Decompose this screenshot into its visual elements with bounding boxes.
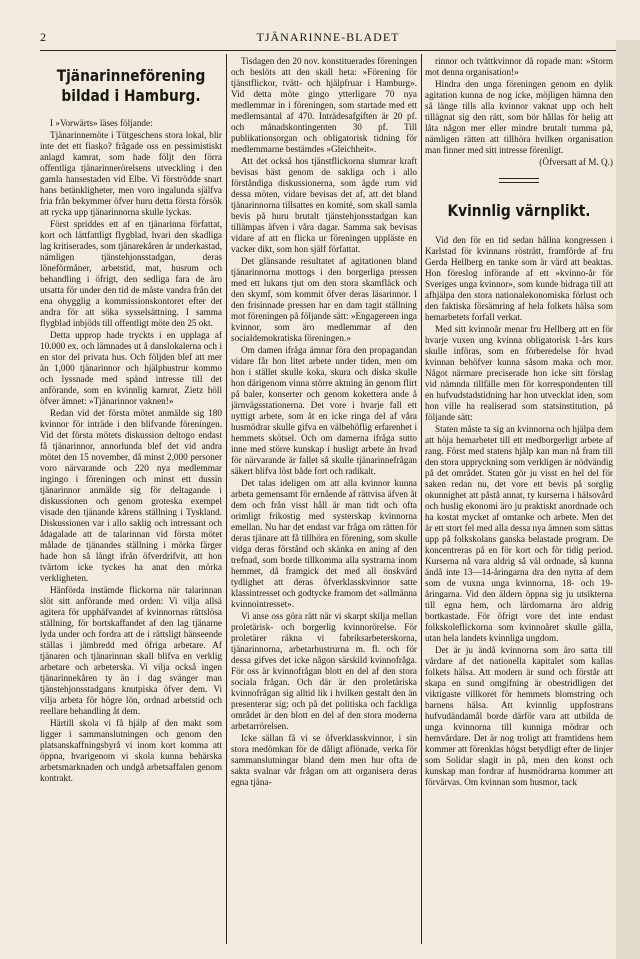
article-paragraph: Icke sällan få vi se öfverklasskvinnor, i sin stora medömkan för de dåligt aflönade, verka för sammanslutningar bland dem men hur ofta de sakta svalnar vår frågan om att organisera deras egna tjäna- [231,733,417,787]
column-1 [40,56,222,944]
article-paragraph: Först spriddes ett af en tjänarinna författat, kort och lättfattligt flygblad, hvari den skadliga lag kritiserades, som tjänarekåren är underkastad, nämligen tjänstehjonsstadgan, deras löneförmåner, arbetstid, mat, husrum och behandling i öfrigt, den sedliga fara de äro utsatta för under den tid de måste vandra från det ena ohygglig a kommissionskontoret efter det andra för att söka sysselsättning. I samma flygblad inbjöds till offentligt möte den 25 okt. [40,219,222,328]
article-paragraph: Med sitt kvinnoår menar fru Hellberg att en för hvarje vuxen ung kvinna obligatorisk 1-års kurs skulle införas, som en förberedelse för hvad kvinnan behöfver kunna såsom maka och mor. Något närmare preciserade hon icke sitt förslag vid nämnda tillfälle men för korrespondenten till en hufvudstadstidning har hon utvecklat iden, som hon ville ha realiserad som statsinstitution, på följande sätt: [425,324,613,422]
article-paragraph: Det talas ideligen om att alla kvinnor kunna arbeta gemensamt för ernående af rättvisa äfven åt dem och från visst håll är man tidt och ofta orimligt frikostig med systerskap kvinnorna emellan. Nu har det endast var fråga om rätten för deras tjänare att få tillhöra en förening, som skulle vidga deras förstånd och skänka en aning af den trefnad, som borde tillkomma alla systrarna inom hemmet, då framgick det med all önskvärd tydlighet att deras öfverklasskvinnor satte klassintresset och godtycke framom det »allmänna kvinnointresset». [231,478,417,609]
article-paragraph: Vi anse oss göra rätt när vi skarpt skilja mellan proletärisk- och borgerlig kvinnorörelse. För proletärer räkna vi fabriksarbeterskorna, tjänarinnorna, arbetarhustrurna m. fl. och för dessa gifves det icke någon särskild kvinnofråga. För oss är kvinnofrågan blott en del af den stora sociala frågan. Och där är den proletäriska kvinnofrågan sig alltid lik i hvilken gestalt den än presenterar sig; och på det politiska och fackliga området är den blott en del af den stora moderna arbetarrörelsen. [231,611,417,731]
article-headline-2: Kvinnlig värnplikt. [447,201,591,220]
scan-edge [616,40,640,959]
article-paragraph: Det är ju ändå kvinnorna som äro satta till vårdare af det nationella kapitalet som kallas folkets hälsa. Att modern är sund och förstår att skapa en sund omgifning är obestridligen det viktigaste villkoret för hemmets blomstring och barnens hälsa. Att kvinnlig uppfostrans hufvudändamål borde därför vara att utbilda de unga kvinnorna till kunniga mödrar och hemvårdare. Det är nog troligt att framtidens hem kommer att förenklas högst betydligt efter de linjer som Solidar slagit in på, men den konst och kunskap man fordrar af husmödrarna kommer att förvärvas. Om kvinnan som husmor, tack [425,645,613,787]
article-paragraph: Det glänsande resultatet af agitationen bland tjänarinnorna mottogs i den borgerliga pressen med ett lukans tjut om den stora skamfläck och den skymf, som kommit öfver deras läsarinnor. I den frisinnade pressen har en dam tagit ställning mot föreningen på följande sätt: »Engagereen inga kvinnor, som äro medlemmar af den socialdemokratiska föreningen.» [231,256,417,343]
article-paragraph: Staten måste ta sig an kvinnorna och hjälpa dem att höja hemarbetet till ett medborgerligt arbete af rang. Först med statens hjälp kan man nå fram till den stora uppryckning som verkligen är nödvändig på det området. Staten gör ju visst en hel del för saken redan nu, det vore ett bevis på sorglig okunnighet att påstå annat, ty kurserna i hälsovård och huslig ekonomi äro ju praktiskt anordnade och ha kostat mycket af omtanke och arbete. Men det är ett stort fel med alla dessa nya ämnen som sättas upp på folkskolans ganska belastade program. De koncentreras på en för kort och för tidig period. Kurserna nå vara aldrig så väl ordnade, så kunna ändå inte 13—14-åringarna dra den nytta af dem som de vuxna unga kvinnorna, 18- och 19-åringarna. Vid den äldern öppna sig ju utsikterna till egna hem, och lärdomarna äro aldrig bortkastade. För öfrigt vore det inte endast folkskoleflickorna som kvinnoåret skulle gälla, utan hela landets kvinnliga ungdom. [425,424,613,643]
header-rule [40,50,616,51]
running-header [40,30,616,46]
article-paragraph: Tjänarinnemöte i Tütgeschens stora lokal, blir inte det ett fiasko? frågade oss en pessimistiskt anlagd kamrat, som hade följt den förra offentliga tjänarinnerörelsens utveckling i den gamla hansestaden vid Elbe. Vi förströdde snart hans betänkligheter, men voro ingalunda själfva fria från bekymmer öfver huru detta första försök att rycka upp tjänarinnorna skulle lyckas. [40,130,222,217]
column-rule-2 [421,54,422,944]
article-paragraph: Vid den för en tid sedan hållna kongressen i Karlstad för kvinnans rösträtt, framförde af fru Gerda Hellberg en tanke som är värd att beaktas. Hon föreslog införande af ett »kvinno-år för Sveriges unga kvinnor», som kunde bidraga till att afhjälpa den stora nationalekonomiska förlust och den faktiska försämring af hela folkets hälsa som hemarbetets forfall verkat. [425,235,613,322]
article-paragraph: I »Vorwärts» läses följande: [50,118,153,128]
publication-title: TJÄNARINNE-BLADET [256,30,400,44]
article-separator [499,178,539,183]
page-number: 2 [40,30,47,44]
article-paragraph: Hindra den unga föreningen genom en dylik agitation kunna de nog icke, möjligen hämna den så länge tills alla kvinnor vaknat upp och helt tillägnat sig den rätt, som bör hållas för helig att låta någon mer eller mindre brutalt tumma på, nämligen rätten att tillhöra hvilken organisation man finner med sitt intresse förenligt. [425,79,613,155]
article-paragraph: Om damen ifråga ämnar föra den propagandan vidare får hon litet arbete under tiden, men om hon i stället skulle koka, skura och diska skulle hon därigenom vinna större aktning än genom flirt på baler, konserter och genom kokettera ande å järnvägsstationerna. Det vore i hvarje fall ett nyttigt arbete, som åt en icke ringa del af våra husmödrar skulle gifva en välbehöflig erfarenhet i hemmets skötsel. Och om damerna ifråga sutto inne med större kunskap i husligt arbete än hvad för närvarande är fallet så skulle tjänarinnefrågan säkert blifva löst både fort och radikalt. [231,345,417,476]
column-3 [425,56,613,944]
article-paragraph: Att det också hos tjänstflickorna slumrar kraft bevisas bäst genom de sakliga och i allo förståndiga diskussionerna, som ägde rum vid dessa möten, vidare bevisas det af, att det bland tjänarinnorna tillsattes en komité, som skall samla bevis på huru brutalt tjänstehjonsstadgan kan tillämpas äfven i våra dagar. Samma sak bevisas vidare af att en flicka ur föreningen uppläste en vacker dikt, som hon själf författat. [231,156,417,254]
article-paragraph: rinnor och tvättkvinnor då ropade man: »Storm mot denna organisation!» [425,56,613,77]
column-rule-1 [226,54,227,944]
article-paragraph: Redan vid det första mötet anmälde sig 180 kvinnor för inträde i den blifvande föreningen. Vid det första mötets diskussion deltogo endast få tjänarinnor, annorlunda blef det vid andra mötet den 15 november, då minst 2,000 personer voro närvarande och 220 nya medlemmar ingingo i föreningen och minst ett dussin tjänarinnor anmälde sig för deltagande i diskussionen och genom groteska exempel visade den tjänande kårens ställning i Tyskland. Diskussionen var i allo saklig och intressant och ådagalade att de talarinnan vid första mötet målade de tjänandes ställning i mörka färger hade hon så långt ifrån öfverdrifvit, att hon tvärtom icke tyckes ha anat den mörka verkligheten. [40,408,222,583]
article-paragraph: Detta upprop hade tryckts i en upplaga af 10.000 ex. och lämnades ut å danslokalerna och i en stor del privata hus. Och följden blef att mer än 1,000 tjänarinnor och hjälphustrur kommo och lyssnade med spänd intresse till det anförande, som en kvinnlig kamrat, Zietz höll öfver ämnet: »Tjänarinnor vaknen!» [40,330,222,406]
article-headline: Tjänarinneförening bildad i Hamburg. [56,66,206,105]
translator-signature: (Öfversatt af M. Q.) [539,157,613,167]
article-paragraph: Härtill skola vi få hjälp af den makt som ligger i sammanslutningen och genom den platsanskaffningsbyrå vi inom kort komma att öppna, hvarigenom vi skola kunna behärska arbetsmarknaden och undgå arbetsaffalen genom kontrakt. [40,718,222,783]
article-paragraph: Tisdagen den 20 nov. konstituerades föreningen och beslöts att den skall heta: »Förening för tjänstflickor, tvätt- och hjälpfruar i Hamburg». Vid detta möte gingo ytterligare 70 nya medlemmar in i föreningen, som startade med ett medlemsantal af 470. Inträdesafgiften är 20 pf. och månadskontingenten 30 pf. Till publikationsorgan och obligatorisk tidning för medlemmarne bestämdes »Gleichheit». [231,56,417,154]
article-paragraph: Hänförda instämde flickorna när talarinnan slöt sitt anförande med orden: Vi vilja allsä agitera för upphäfvandet af kvinnornas rättslösa ställning, för bortskaffandet af den lag tjänarne lyda under och fordra att de i rättsligt hänseende ställas i jämbredd med öfriga arbetare. Af tjänaren och tjänarinnan skall blifva en verklig arbetare och arbeterska. Vi vilja också ingen tjänarinnekåren ty än i dag svänger man tjänstehjonsstadgans knutpiska öfver dem. Vi vilja arbeta för högre lön, ordnad arbetstid och reellare behandling åt dem. [40,585,222,716]
column-2 [231,56,417,944]
